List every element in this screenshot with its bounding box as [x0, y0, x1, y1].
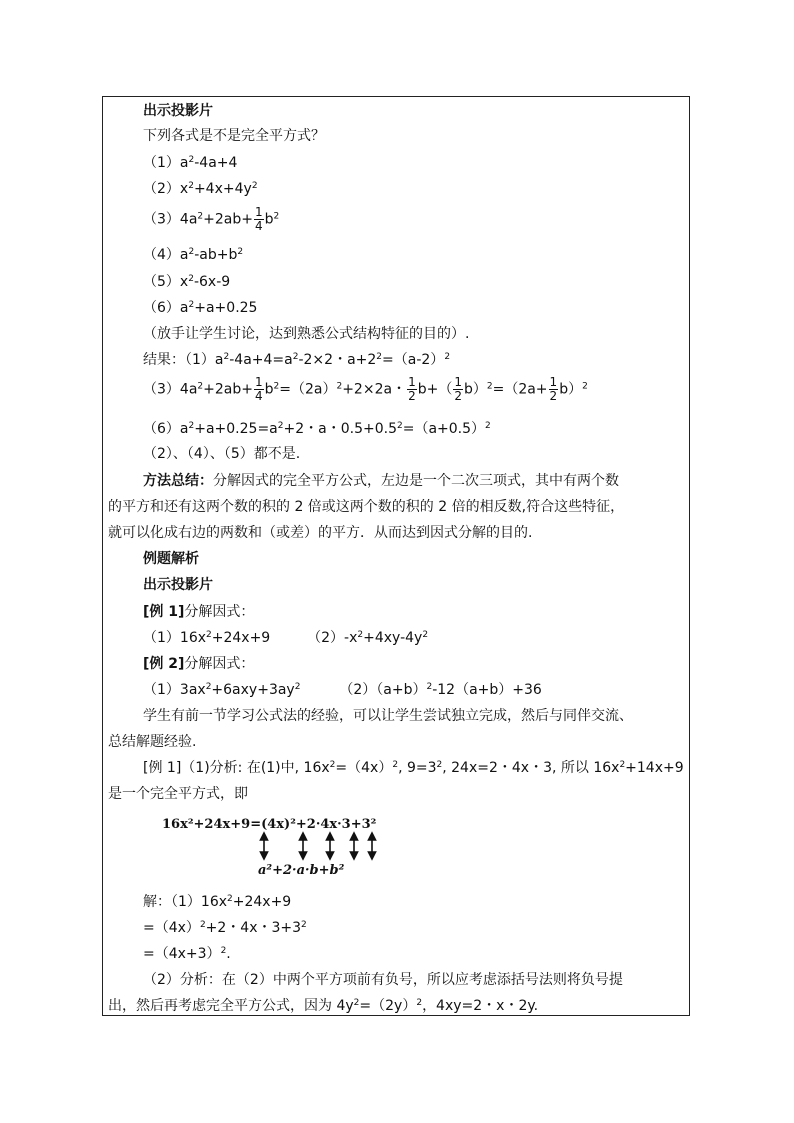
fraction: $\frac{1}{4}$ — [255, 205, 263, 233]
analysis-line-2: 是一个完全平方式，即 — [108, 786, 248, 802]
summary-line-3: 就可以化成右边的两数和（或差）的平方．从而达到因式分解的目的. — [108, 525, 533, 541]
correspondence-diagram — [160, 812, 400, 880]
example-heading: 例题解析 — [143, 551, 199, 567]
teaching-note-1: 学生有前一节学习公式法的经验，可以让学生尝试独立完成，然后与同伴交流、 — [143, 708, 633, 724]
item-1: $(1)a^2-4a+4$ — [143, 155, 238, 171]
analysis-line-1: [例 1]（1)分析: 在(1)中, $16x^2=(4x)^2$, $9=3^2$, 24x=2・4x・3, 所以 $16x^2+14x+9$ — [143, 760, 684, 776]
result-1: 结果：$(1)a^2-4a+4=a^2-2\times 2$・$a+2^2=(a-2)^2$ — [143, 352, 451, 368]
example-subheading: 出示投影片 — [143, 577, 213, 593]
analysis-2-line-1: （2）分析：在（2）中两个平方项前有负号，所以应考虑添括号法则将负号提 — [143, 972, 623, 988]
item-5: $(5)x^2-6x-9$ — [143, 274, 231, 290]
summary-line-1: 方法总结：分解因式的完全平方公式，左边是一个二次三项式，其中有两个数 — [143, 473, 619, 489]
discussion-note: （放手让学生讨论，达到熟悉公式结构特征的目的）. — [143, 326, 470, 342]
example-2-title: [例 2]分解因式： — [143, 656, 255, 672]
example-1-title: [例 1]分解因式： — [143, 604, 255, 620]
item-4: $(4)a^2-ab+b^2$ — [143, 247, 244, 263]
section-heading: 出示投影片 — [143, 103, 213, 119]
diagram-arrows — [264, 836, 372, 856]
analysis-2-line-2: 出，然后再考虑完全平方公式，因为 $4y^2=(2y)^2$，4xy=2・x・2y. — [108, 998, 539, 1014]
teaching-note-2: 总结解题经验. — [108, 734, 197, 750]
solution-line-1: 解：$(1)16x^2+24x+9$ — [143, 894, 292, 910]
question: 下列各式是不是完全平方式？ — [143, 128, 325, 144]
example-1-problems: $(1)16x^2+24x+9$ $(2)-x^2+4xy-4y^2$ — [143, 630, 429, 646]
item-6: $(6)a^2+a+0.25$ — [143, 300, 258, 316]
solution-line-2: $=(4x)^2+2$・4x・$3+3^2$ — [143, 920, 307, 936]
result-6: $(6)a^2+a+0.25=a^2+2$・a・$0.5+0.5^2=(a+0.5)^2$ — [143, 421, 491, 437]
diagram-bottom-expression: a²+2·a·b+b² — [258, 863, 345, 878]
summary-line-2: 的平方和还有这两个数的积的 2 倍或这两个数的积的 2 倍的相反数,符合这些特征， — [108, 499, 625, 515]
diagram-top-expression: 16x²+24x+9=(4x)²+2·4x·3+3² — [162, 817, 377, 832]
item-3: $(3)4a^2+2ab+$ $\frac{1}{4}$ $b^2$ — [143, 205, 280, 233]
solution-line-3: $=(4x+3)^2$. — [143, 946, 231, 962]
result-3: $(3)4a^2+2ab+$ $\frac{1}{4}$ $b^2=(2a)^2+2\times 2a$・ $\frac{1}{2}$ b+（ $\frac{1}{2}$ b）$^2$=（2a+ $\frac{1}{2}$ b）$^2$ — [143, 375, 588, 403]
example-2-problems: $(1)3ax^2+6axy+3ay^2$ $(2)(a+b)^2-12(a+b)+36$ — [143, 682, 542, 698]
not-squares: （2）、（4）、（5）都不是. — [143, 446, 301, 462]
item-2: $(2)x^2+4x+4y^2$ — [143, 181, 258, 197]
